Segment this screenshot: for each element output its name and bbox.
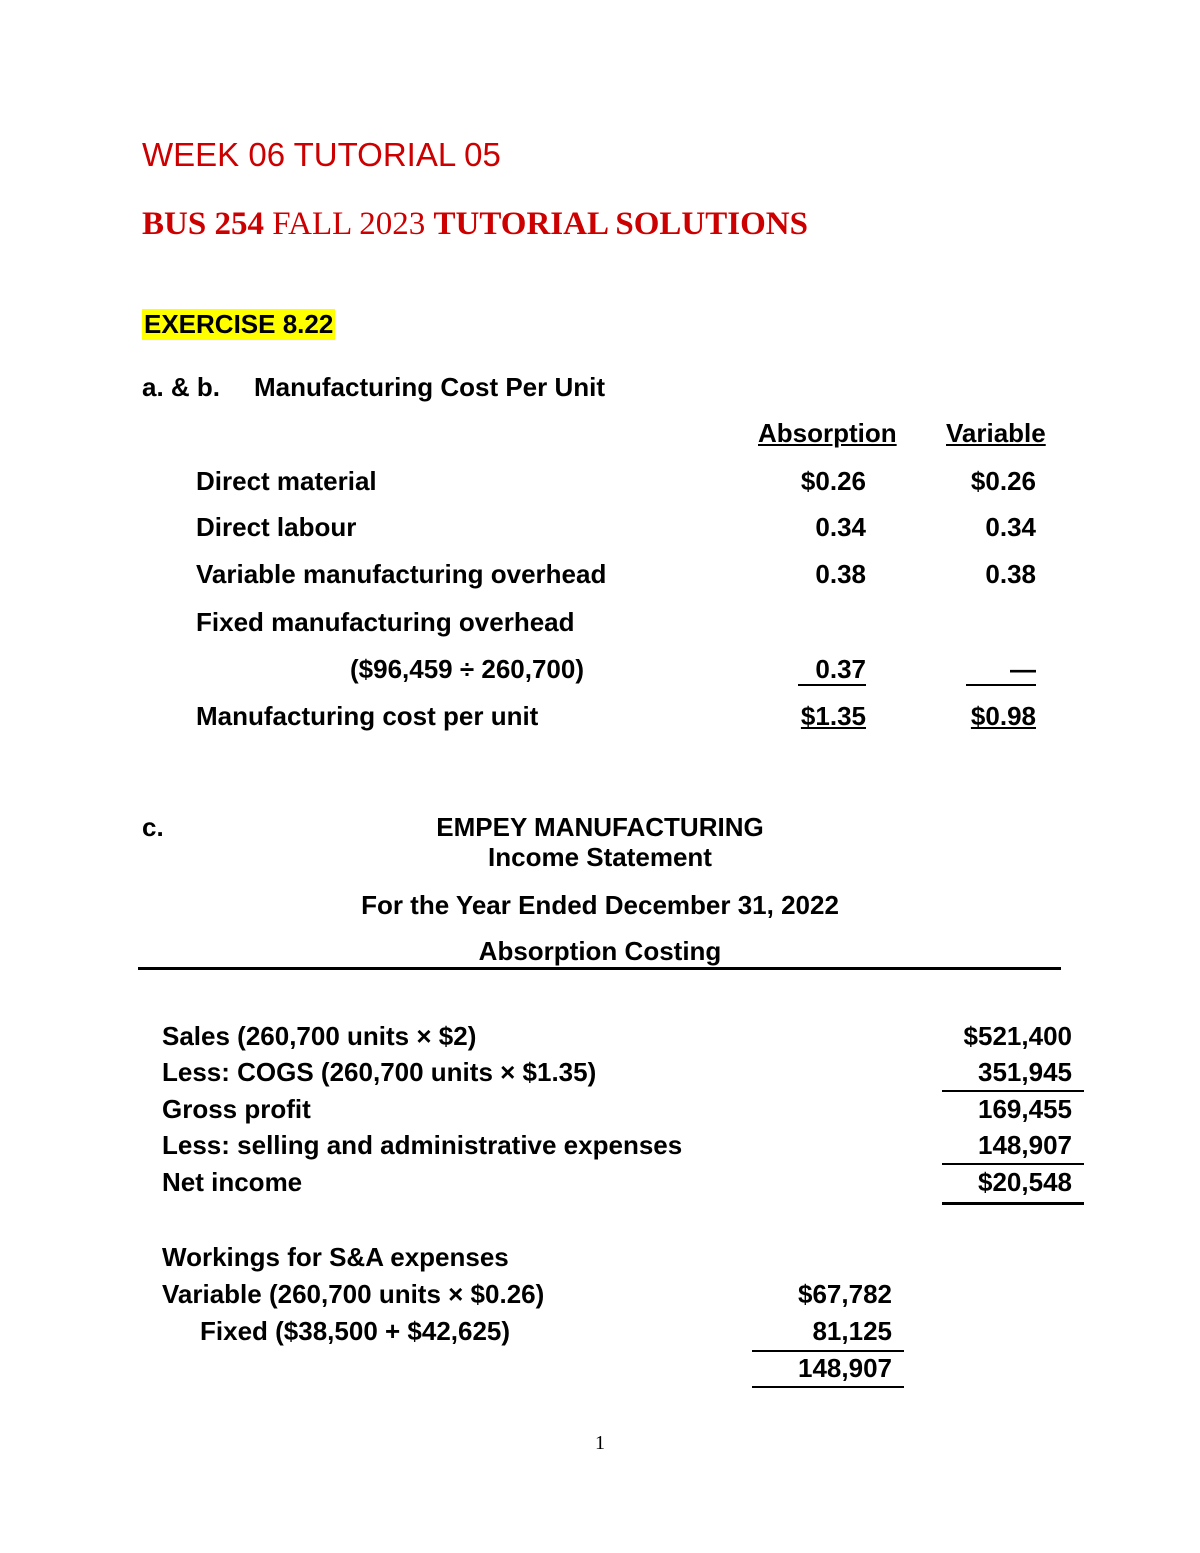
workings-bottom-rule xyxy=(752,1386,904,1388)
cost-row-label: Direct labour xyxy=(196,512,357,542)
workings-line-amount: $67,782 xyxy=(798,1279,892,1309)
statement-period: For the Year Ended December 31, 2022 xyxy=(361,890,839,920)
week-heading: WEEK 06 TUTORIAL 05 xyxy=(142,136,501,173)
statement-line-label: Gross profit xyxy=(162,1094,311,1124)
workings-line-label: Fixed ($38,500 + $42,625) xyxy=(200,1316,511,1346)
statement-header-rule xyxy=(138,967,1061,970)
exercise-title: EXERCISE 8.22 xyxy=(144,309,334,339)
company-name: EMPEY MANUFACTURING xyxy=(436,812,764,842)
part-c-label: c. xyxy=(142,812,164,842)
cost-row-variable: 0.34 xyxy=(985,512,1036,542)
cost-row-label: Variable manufacturing overhead xyxy=(196,559,607,589)
net-income-double-rule xyxy=(942,1202,1084,1205)
page-number: 1 xyxy=(595,1432,605,1454)
workings-title: Workings for S&A expenses xyxy=(162,1242,509,1272)
cost-row-variable: — xyxy=(1010,654,1036,684)
statement-line-amount: 351,945 xyxy=(978,1057,1072,1087)
cost-row-absorption: $0.26 xyxy=(800,466,866,496)
statement-line-label: Less: COGS (260,700 units × $1.35) xyxy=(162,1057,597,1087)
cost-row-absorption: 0.34 xyxy=(815,512,866,542)
cost-row-label: ($96,459 ÷ 260,700) xyxy=(350,654,584,684)
course-subtitle: TUTORIAL SOLUTIONS xyxy=(433,206,808,242)
cost-row-label: Fixed manufacturing overhead xyxy=(196,607,575,637)
absorption-subtotal-rule xyxy=(798,684,866,686)
statement-line-amount: $521,400 xyxy=(963,1021,1072,1051)
statement-line-label: Less: selling and administrative expenses xyxy=(162,1130,683,1160)
course-code: BUS 254 xyxy=(142,206,264,242)
course-term: FALL 2023 xyxy=(272,206,426,242)
variable-subtotal-rule xyxy=(966,684,1036,686)
col-variable-header: Variable xyxy=(946,418,1046,448)
course-heading xyxy=(142,206,808,243)
statement-line-amount: $20,548 xyxy=(978,1167,1072,1197)
cost-row-absorption: $1.35 xyxy=(800,701,866,731)
workings-total-rule xyxy=(752,1350,904,1352)
statement-line-amount: 169,455 xyxy=(978,1094,1072,1124)
cogs-total-rule xyxy=(942,1090,1084,1092)
workings-total-amount: 148,907 xyxy=(798,1353,892,1383)
cost-row-label: Direct material xyxy=(196,466,377,496)
statement-line-amount: 148,907 xyxy=(978,1130,1072,1160)
cost-row-variable: $0.98 xyxy=(970,701,1036,731)
cost-row-absorption: 0.37 xyxy=(815,654,866,684)
statement-line-label: Sales (260,700 units × $2) xyxy=(162,1021,477,1051)
expense-total-rule xyxy=(942,1163,1084,1165)
workings-line-label: Variable (260,700 units × $0.26) xyxy=(162,1279,545,1309)
statement-line-label: Net income xyxy=(162,1167,303,1197)
workings-line-amount: 81,125 xyxy=(812,1316,892,1346)
statement-title: Income Statement xyxy=(488,842,712,872)
cost-row-absorption: 0.38 xyxy=(815,559,866,589)
cost-row-variable: $0.26 xyxy=(970,466,1036,496)
cost-row-label: Manufacturing cost per unit xyxy=(196,701,539,731)
part-ab-label: a. & b. xyxy=(142,372,221,402)
part-ab-title: Manufacturing Cost Per Unit xyxy=(254,372,606,402)
costing-method: Absorption Costing xyxy=(478,936,722,966)
cost-row-variable: 0.38 xyxy=(985,559,1036,589)
col-absorption-header: Absorption xyxy=(758,418,897,448)
